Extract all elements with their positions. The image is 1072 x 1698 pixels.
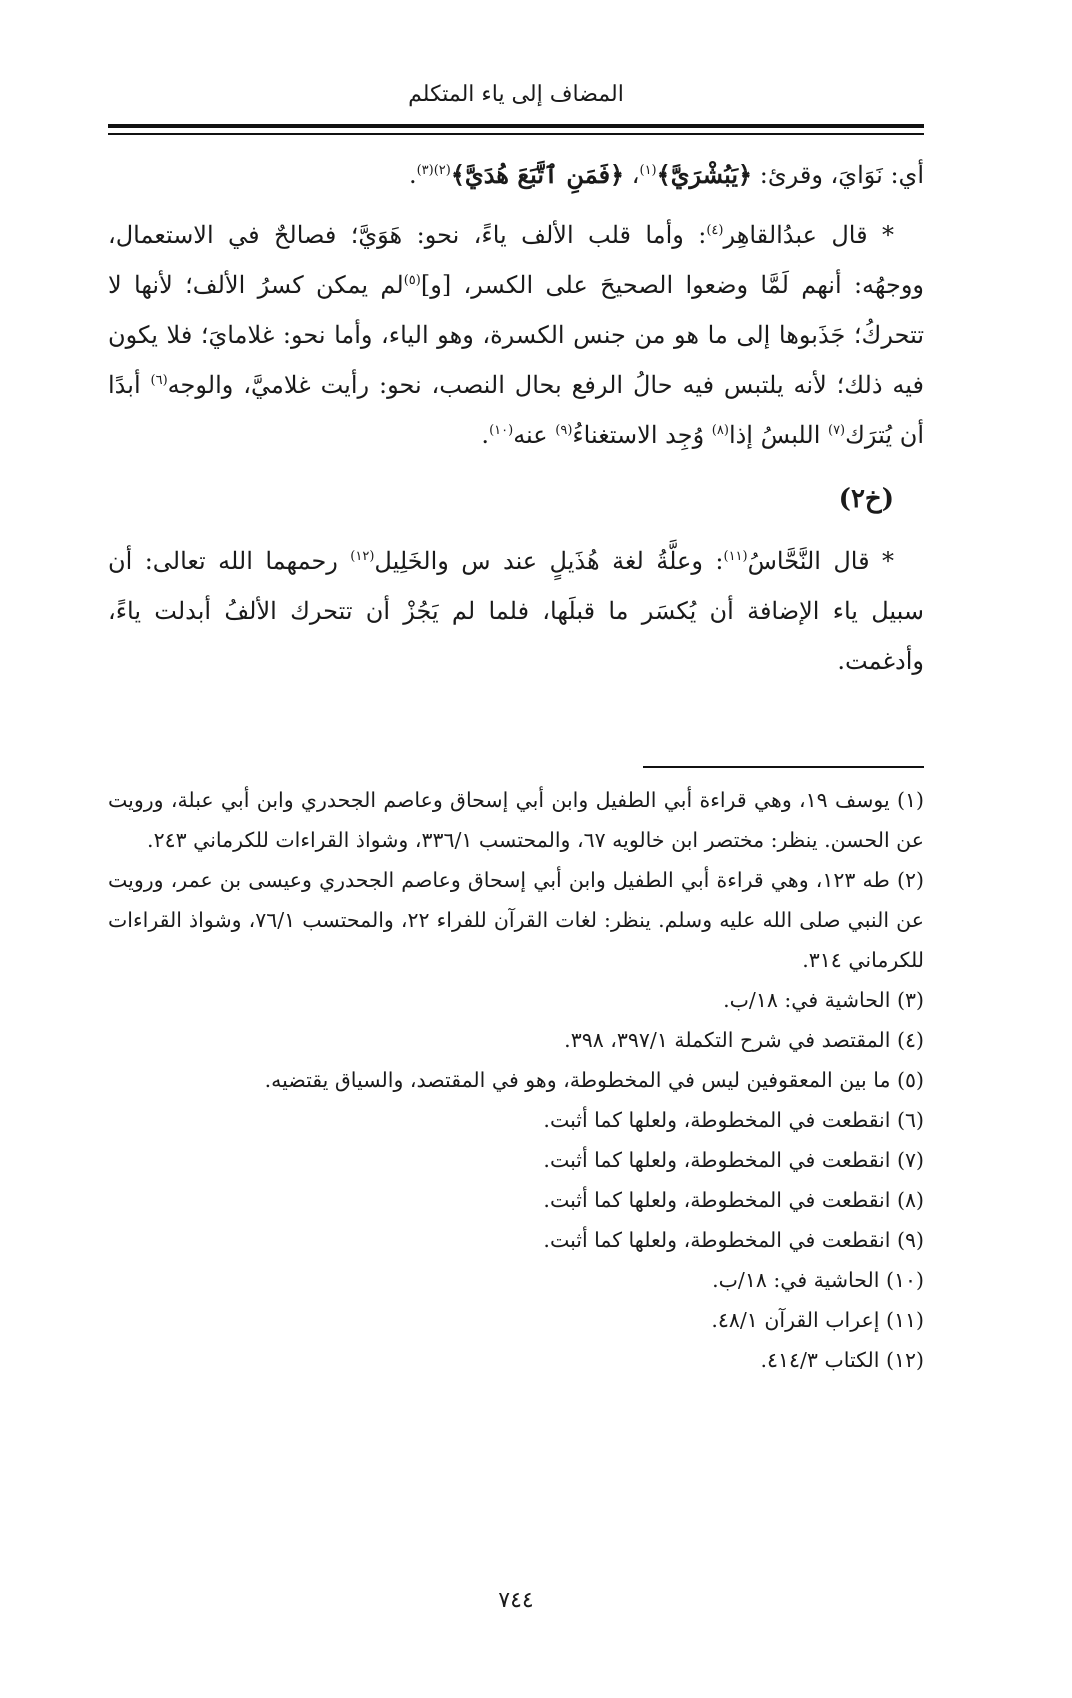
header-rule-thick (108, 124, 924, 128)
footnote-2: (٢) طه ١٢٣، وهي قراءة أبي الطفيل وابن أبي إسحاق وعاصم الجحدري وعيسى بن عمر، ورويت عن النبي صلى الله عليه وسلم. ينظر: لغات القرآن للفراء ٢٢، والمحتسب ٧٦/١، وشواذ القراءات للكرماني ٣١٤. (108, 868, 924, 972)
footnote-1: (١) يوسف ١٩، وهي قراءة أبي الطفيل وابن أبي إسحاق وعاصم الجحدري وابن أبي عبلة، ورويت عن الحسن. ينظر: مختصر ابن خالويه ٦٧، والمحتسب ٣٣٦/١، وشواذ القراءات للكرماني ٢٤٣. (108, 788, 924, 852)
footnote-3: (٣) الحاشية في: ١٨/ب. (723, 988, 924, 1012)
footnotes (108, 780, 924, 1380)
paragraph-abdulqahir: * قال عبدُالقاهِر$^{(٤)}$: وأما قلب الألف ياءً، نحو: هَوَيَّ؛ فصالحٌ في الاستعمال، ووجهُه: أنهم لَمَّا وضعوا الصحيحَ على الكسر، [و]$^{(٥)}$لم يمكن كسرُ الألف؛ لأنها لا تتحركُ؛ جَذَبوها إلى ما هو من جنس الكسرة، وهو الياء، وأما نحو: غلامايَ؛ فلا يكون فيه ذلك؛ لأنه يلتبس فيه حالُ الرفع بحال النصب، نحو: رأيت غلاميَّ، والوجه$^{(٦)}$ أبدًا أن يُترَك$^{(٧)}$ اللبسُ إذا$^{(٨)}$ وُجِد الاستغناءُ$^{(٩)}$ عنه$^{(١٠)}$. (108, 221, 925, 449)
footnote-4: (٤) المقتصد في شرح التكملة ٣٩٧/١، ٣٩٨. (564, 1028, 924, 1052)
footnote-12: (١٢) الكتاب ٤١٤/٣. (760, 1348, 924, 1372)
quran-quote-2: ﴿فَمَنِ ٱتَّبَعَ هُدَيَّ﴾ (450, 160, 625, 189)
footnote-ref-7: (٧) (827, 423, 846, 438)
footnote-ref-6: (٦) (150, 373, 168, 388)
footnote-ref-11: (١١) (723, 549, 748, 564)
footnote-7: (٧) انقطعت في المخطوطة، ولعلها كما أثبت. (543, 1148, 924, 1172)
header-rule-thin (108, 133, 924, 135)
main-text (108, 150, 924, 686)
footnote-6: (٦) انقطعت في المخطوطة، ولعلها كما أثبت. (543, 1108, 924, 1132)
footnote-8: (٨) انقطعت في المخطوطة، ولعلها كما أثبت. (543, 1188, 924, 1212)
footnote-5: (٥) ما بين المعقوفين ليس في المخطوطة، وهو في المقتصد، والسياق يقتضيه. (264, 1068, 924, 1092)
running-header: المضاف إلى ياء المتكلم (408, 82, 624, 107)
section-heading: (خ٢) (838, 484, 894, 514)
quran-quote-1: ﴿يَبُشْرَيَّ﴾ (656, 160, 753, 189)
footnote-ref-2-3: (٢)(٣) (416, 163, 451, 178)
footnote-ref-8: (٨) (711, 423, 729, 438)
footnote-ref-9: (٩) (555, 423, 573, 438)
footnote-11: (١١) إعراب القرآن ٤٨/١. (711, 1308, 924, 1332)
paragraph-nahhas: * قال النَّحَّاسُ$^{(١١)}$: وعلَّةُ لغة هُذَيلٍ عند س والخَلِيل$^{(١٢)}$ رحمهما الله تعالى: أن سبيل ياء الإضافة أن يُكسَر ما قبلَها، فلما لم يَجُزْ أن تتحرك الألفُ أبدلت ياءً، وأدغمت. (108, 547, 924, 675)
page-number: ٧٤٤ (498, 1588, 534, 1613)
footnote-separator (643, 766, 924, 768)
footnote-9: (٩) انقطعت في المخطوطة، ولعلها كما أثبت. (543, 1228, 924, 1252)
footnote-ref-4: (٤) (706, 223, 724, 238)
footnote-10: (١٠) الحاشية في: ١٨/ب. (712, 1268, 924, 1292)
footnote-ref-1: (١) (639, 163, 657, 178)
footnote-ref-10: (١٠) (489, 423, 514, 438)
footnote-ref-5: (٥) (403, 273, 421, 288)
footnote-ref-12: (١٢) (350, 549, 375, 564)
text-line-1: أي: نَوَايَ، وقرئ: ﴿يَبُشْرَيَّ﴾$^{(١)}$، ﴿فَمَنِ ٱتَّبَعَ هُدَيَّ﴾$^{(٢)(٣)}$. (408, 160, 924, 189)
